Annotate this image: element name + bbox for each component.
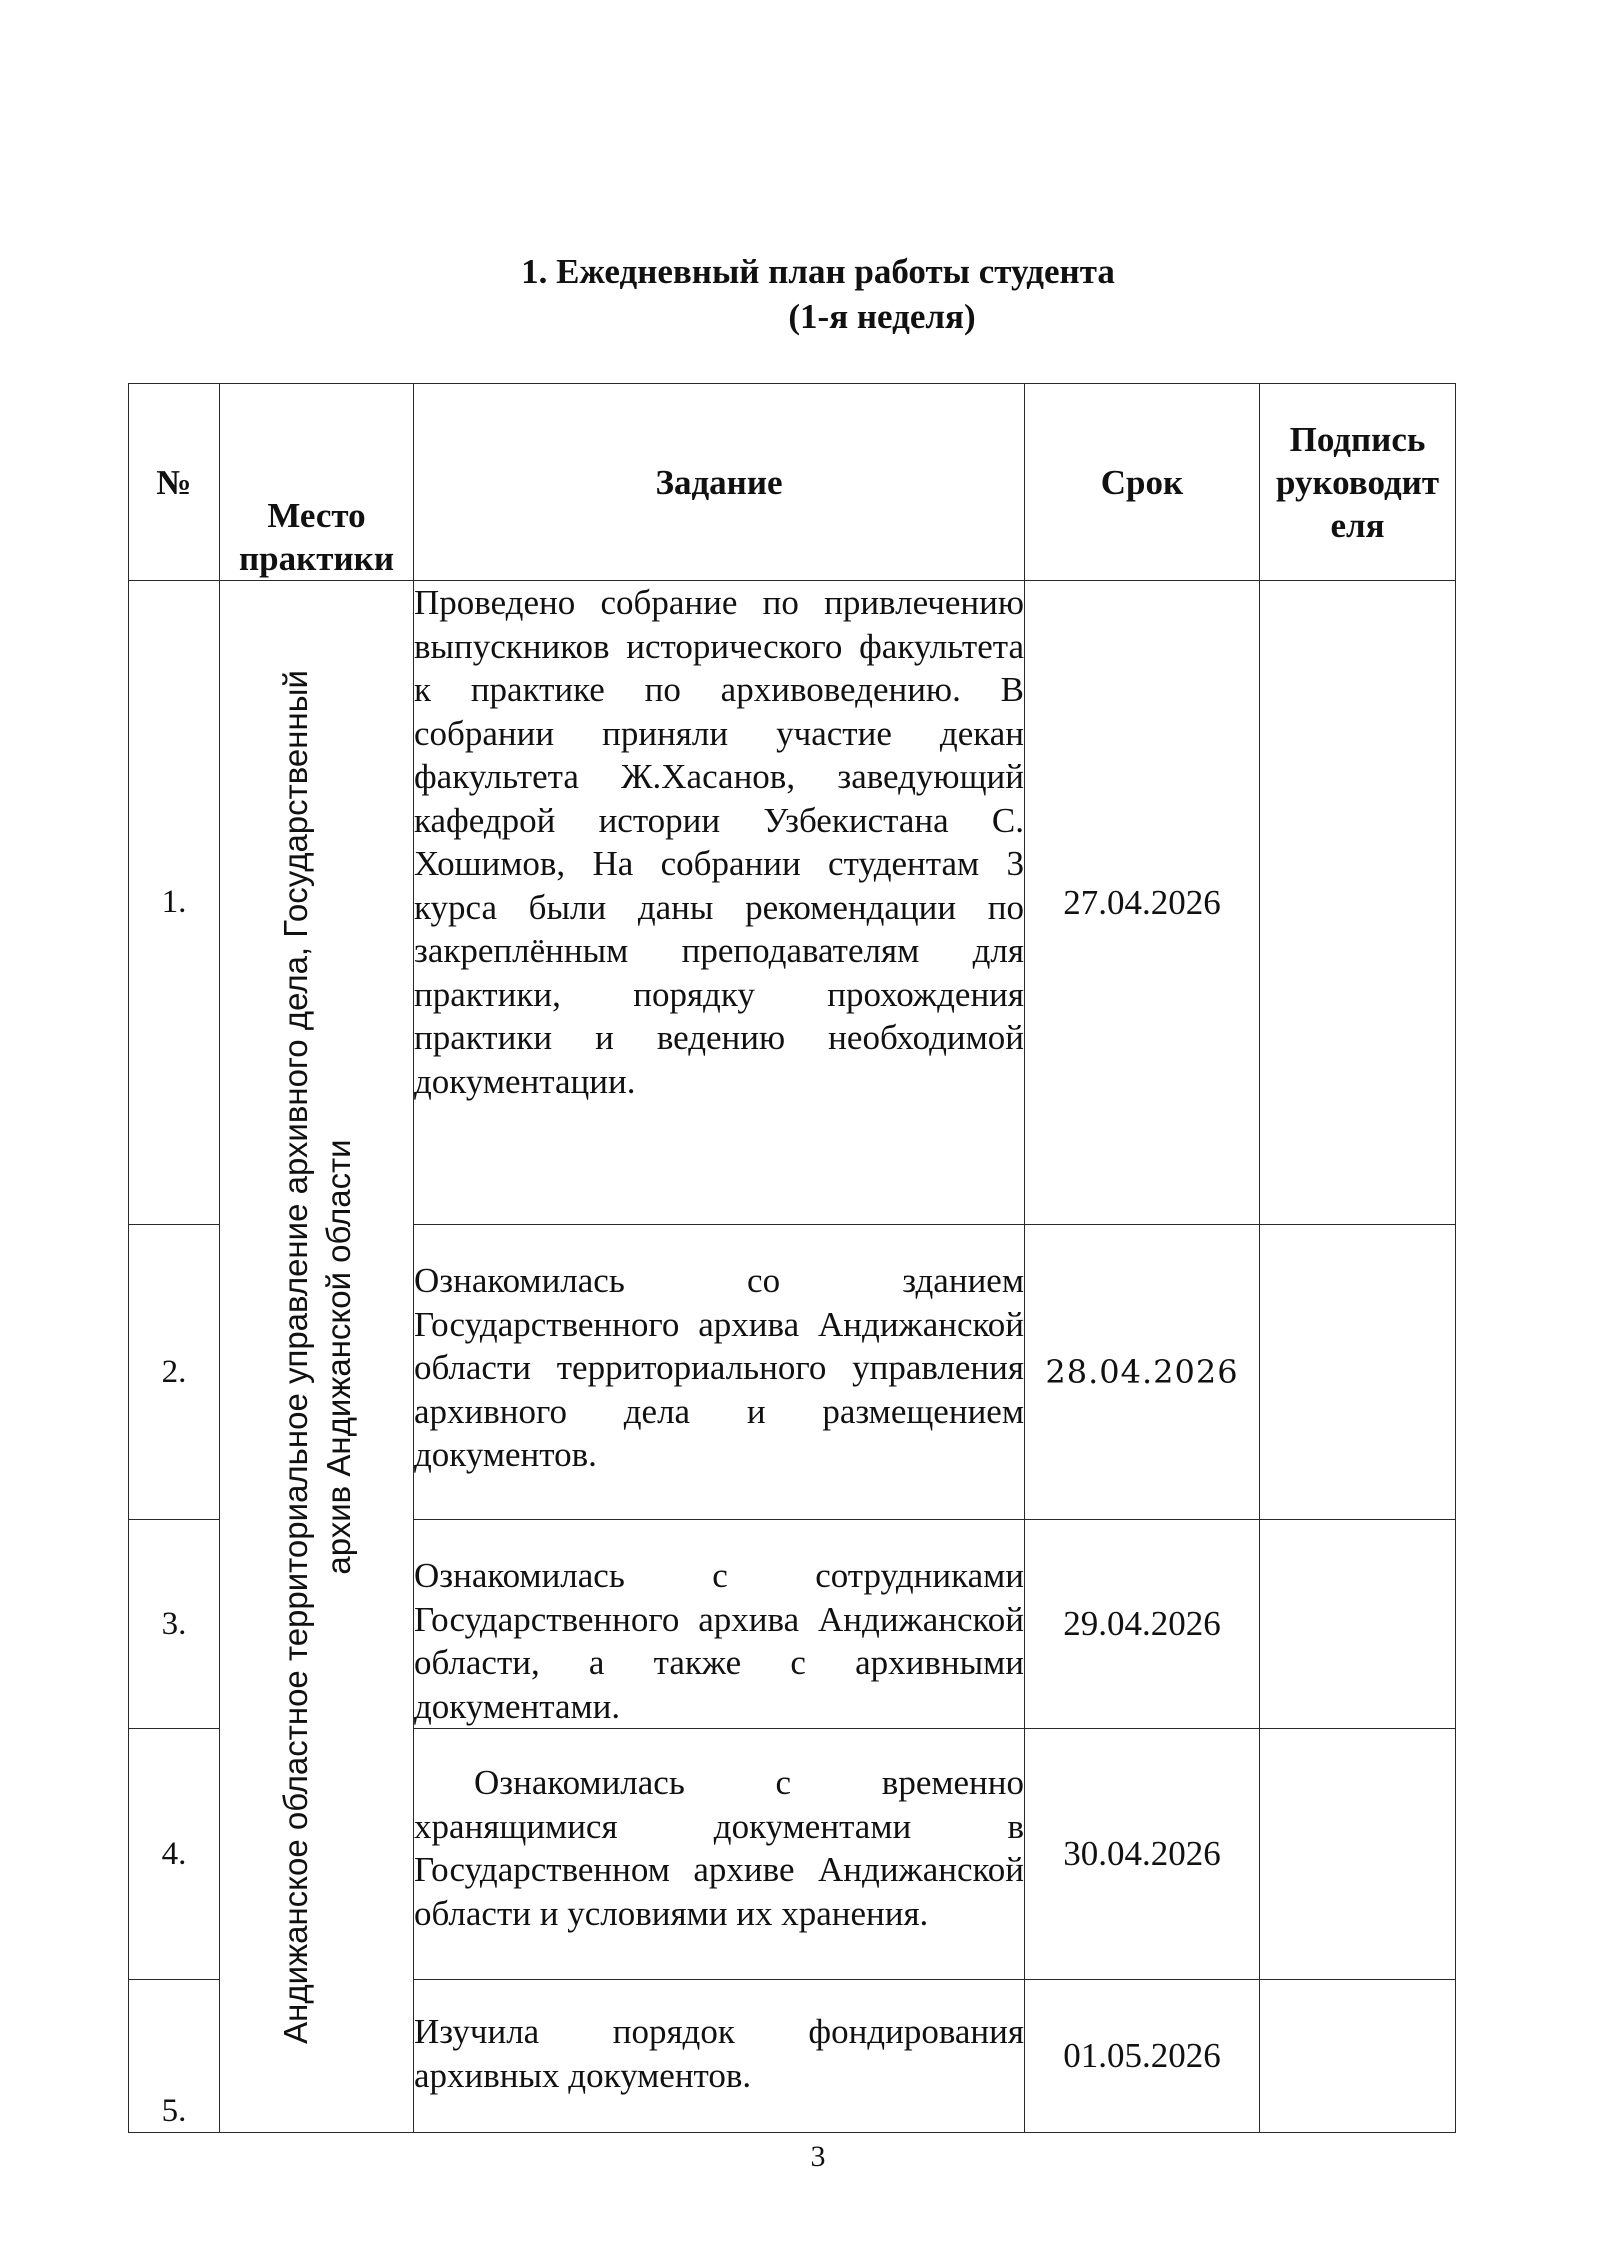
signature-cell — [1260, 1980, 1456, 2133]
document-subtitle: (1-я неделя) — [788, 297, 976, 336]
row-number: 5. — [129, 1980, 220, 2133]
practice-place-cell — [220, 581, 414, 2133]
task-cell — [414, 1729, 1025, 1980]
header-place: Место практики — [220, 384, 414, 581]
signature-cell — [1260, 1225, 1456, 1520]
signature-cell — [1260, 1729, 1456, 1980]
date-cell: 29.04.2026 — [1025, 1520, 1260, 1729]
document-title: 1. Ежедневный план работы студента — [521, 252, 1115, 291]
header-task: Задание — [414, 384, 1025, 581]
practice-place-text: Андижанское областное территориальное управление архивного дела, Государственный архив Андижанской области — [276, 669, 357, 2044]
header-deadline: Срок — [1025, 384, 1260, 581]
header-number: № — [129, 384, 220, 581]
date-cell: 28.04.2026 — [1025, 1225, 1260, 1520]
page-number: 3 — [810, 2140, 826, 2173]
signature-cell — [1260, 1520, 1456, 1729]
header-signature: Подпись руководит еля — [1260, 384, 1456, 581]
date-cell: 27.04.2026 — [1025, 581, 1260, 1225]
task-text: Ознакомилась с временно хранящимися документами в Государственном архиве Андижанской области и условиями их хранения. — [414, 1763, 1024, 1933]
daily-plan-table — [128, 383, 1456, 2133]
row-number: 2. — [129, 1225, 220, 1520]
date-cell: 01.05.2026 — [1025, 1980, 1260, 2133]
signature-cell — [1260, 581, 1456, 1225]
row-number: 4. — [129, 1729, 220, 1980]
date-cell: 30.04.2026 — [1025, 1729, 1260, 1980]
task-cell: Изучила порядок фондирования архивных документов. — [414, 1980, 1025, 2133]
row-number: 3. — [129, 1520, 220, 1729]
row-number: 1. — [129, 581, 220, 1225]
task-cell: Ознакомилась с сотрудниками Государственного архива Андижанской области, а также с архивными документами. — [414, 1520, 1025, 1729]
table-header-row — [129, 384, 1456, 581]
table-row — [129, 581, 1456, 1225]
task-cell: Ознакомилась со зданием Государственного архива Андижанской области территориального управления архивного дела и размещением документов. — [414, 1225, 1025, 1520]
task-cell: Проведено собрание по привлечению выпускников исторического факультета к практике по архивоведению. В собрании приняли участие декан факультета Ж.Хасанов, заведующий кафедрой истории Узбекистана С. Хошимов, На собрании студентам 3 курса были даны рекомендации по закреплённым преподавателям для практики, порядку прохождения практики и ведению необходимой документации. — [414, 581, 1025, 1225]
